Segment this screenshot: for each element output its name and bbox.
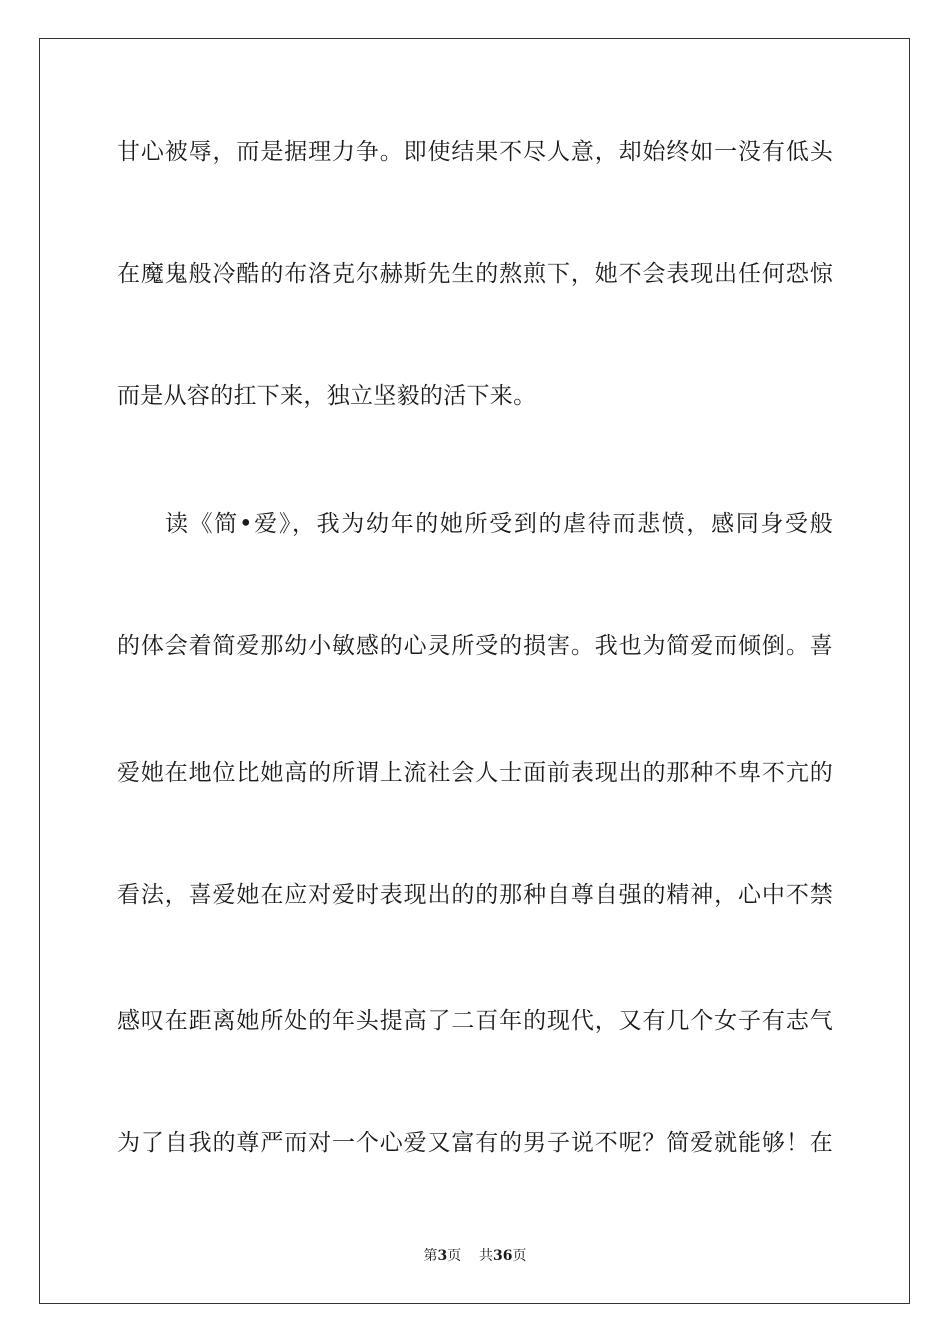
text-line-3: 而是从容的扛下来，独立坚毅的活下来。 (117, 383, 537, 409)
text-line-7: 看法，喜爱她在应对爱时表现出的的那种自尊自强的精神，心中不禁 (117, 882, 833, 908)
text-line-2: 在魔鬼般冷酷的布洛克尔赫斯先生的熬煎下，她不会表现出任何恐惊 (117, 261, 833, 287)
text-line-1: 甘心被辱，而是据理力争。即使结果不尽人意，却始终如一没有低头 (117, 139, 833, 165)
text-line-4: 读《简•爱》，我为幼年的她所受到的虐待而悲愤，感同身受般 (165, 511, 833, 537)
text-line-8: 感叹在距离她所处的年头提高了二百年的现代，又有几个女子有志气 (117, 1008, 833, 1034)
page-number: 3 (437, 1248, 448, 1264)
page-footer (0, 1247, 950, 1265)
page-suffix: 页 (447, 1248, 462, 1264)
total-suffix: 页 (512, 1248, 527, 1264)
text-line-9: 为了自我的尊严而对一个心爱又富有的男子说不呢？简爱就能够！在 (117, 1130, 833, 1156)
text-line-5: 的体会着简爱那幼小敏感的心灵所受的损害。我也为简爱而倾倒。喜 (117, 633, 833, 659)
text-line-6: 爱她在地位比她高的所谓上流社会人士面前表现出的那种不卑不亢的 (117, 760, 833, 786)
total-pages: 36 (493, 1248, 513, 1264)
total-prefix: 共 (479, 1248, 494, 1264)
page-prefix: 第 (423, 1248, 438, 1264)
